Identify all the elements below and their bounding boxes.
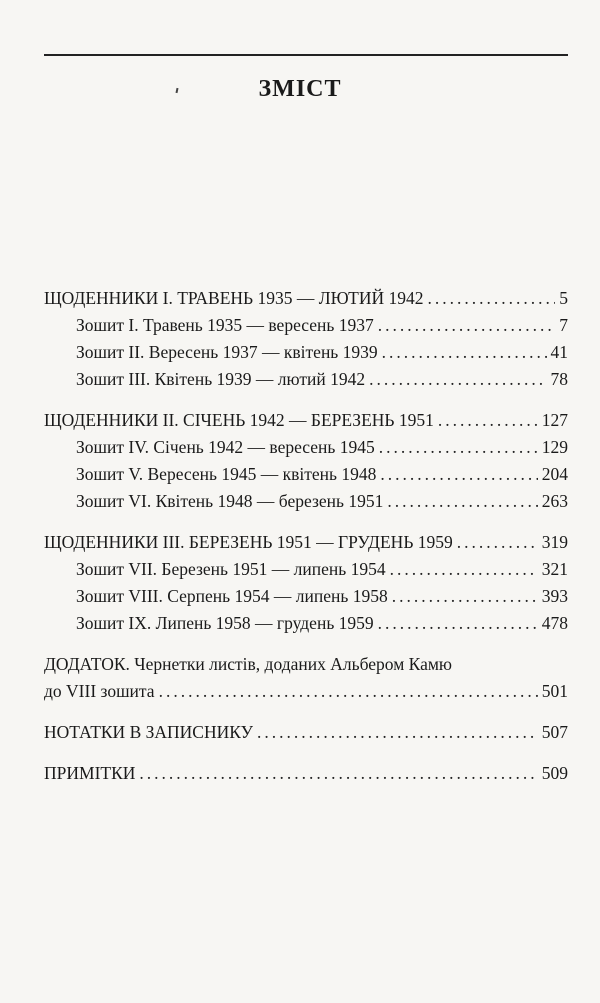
toc-leader-dots [387, 488, 537, 515]
toc-item-label: Зошит ІІ. Вересень 1937 — квітень 1939 [76, 342, 378, 362]
toc-leader-dots [438, 407, 538, 434]
toc-item-label: Зошит VI. Квітень 1948 — березень 1951 [76, 491, 384, 511]
toc-page-number: 501 [541, 681, 568, 701]
toc-leader-dots [382, 339, 547, 366]
toc-item-label: Зошит VII. Березень 1951 — липень 1954 [76, 559, 386, 579]
toc-leader-dots [369, 366, 546, 393]
toc-page-number: 321 [541, 559, 568, 579]
toc-appendix[interactable] [44, 678, 568, 705]
toc-leader-dots [379, 434, 538, 461]
toc-item[interactable] [44, 583, 568, 610]
toc-page-number: 41 [550, 342, 568, 362]
toc-part-label: ЩОДЕННИКИ ІІ. СІЧЕНЬ 1942 — БЕРЕЗЕНЬ 1951 [44, 410, 434, 430]
toc-page-number: 393 [541, 586, 568, 606]
toc-page-number: 78 [550, 369, 568, 389]
toc-leader-dots [457, 529, 538, 556]
toc-item[interactable] [44, 556, 568, 583]
toc-item[interactable] [44, 610, 568, 637]
toc-part-3[interactable] [44, 529, 568, 556]
toc-comments-label: ПРИМІТКИ [44, 763, 136, 783]
toc-notes[interactable] [44, 719, 568, 746]
toc-leader-dots [139, 760, 537, 787]
toc-appendix-first-line[interactable]: ДОДАТОК. Чернетки листів, доданих Альбером Камю [44, 654, 453, 674]
toc-leader-dots [427, 285, 555, 312]
toc-comments[interactable] [44, 760, 568, 787]
page-title: ЗМІСТ [258, 76, 342, 102]
header-rule [44, 54, 568, 56]
toc-page-number: 509 [541, 763, 568, 783]
toc-item[interactable] [44, 461, 568, 488]
toc-part-2[interactable] [44, 407, 568, 434]
table-of-contents [44, 285, 568, 787]
toc-appendix-second-line: до VIII зошита [44, 681, 155, 701]
toc-item[interactable] [44, 366, 568, 393]
toc-item-label: Зошит IV. Січень 1942 — вересень 1945 [76, 437, 375, 457]
toc-leader-dots [378, 610, 538, 637]
toc-part-label: ЩОДЕННИКИ ІІІ. БЕРЕЗЕНЬ 1951 — ГРУДЕНЬ 1959 [44, 532, 453, 552]
toc-part-1[interactable] [44, 285, 568, 312]
toc-item[interactable] [44, 434, 568, 461]
toc-leader-dots [159, 678, 538, 705]
toc-page-number: 5 [559, 288, 568, 308]
toc-item-label: Зошит І. Травень 1935 — вересень 1937 [76, 315, 374, 335]
toc-page-number: 129 [541, 437, 568, 457]
toc-leader-dots [257, 719, 538, 746]
toc-leader-dots [390, 556, 538, 583]
toc-item-label: Зошит ІХ. Липень 1958 — грудень 1959 [76, 613, 374, 633]
toc-item[interactable] [44, 488, 568, 515]
toc-page-number: 319 [541, 532, 568, 552]
toc-item-label: Зошит V. Вересень 1945 — квітень 1948 [76, 464, 377, 484]
toc-page-number: 507 [541, 722, 568, 742]
toc-page-number: 478 [541, 613, 568, 633]
toc-item[interactable] [44, 312, 568, 339]
toc-page-number: 204 [541, 464, 568, 484]
toc-item-label: Зошит ІІІ. Квітень 1939 — лютий 1942 [76, 369, 366, 389]
toc-leader-dots [392, 583, 538, 610]
toc-leader-dots [380, 461, 537, 488]
toc-part-label: ЩОДЕННИКИ І. ТРАВЕНЬ 1935 — ЛЮТИЙ 1942 [44, 288, 424, 308]
toc-page-number: 7 [559, 315, 568, 335]
toc-page-number: 263 [541, 491, 568, 511]
toc-leader-dots [378, 312, 556, 339]
toc-item[interactable] [44, 339, 568, 366]
toc-notes-label: НОТАТКИ В ЗАПИСНИКУ [44, 722, 253, 742]
toc-page-number: 127 [541, 410, 568, 430]
toc-item-label: Зошит VIII. Серпень 1954 — липень 1958 [76, 586, 388, 606]
